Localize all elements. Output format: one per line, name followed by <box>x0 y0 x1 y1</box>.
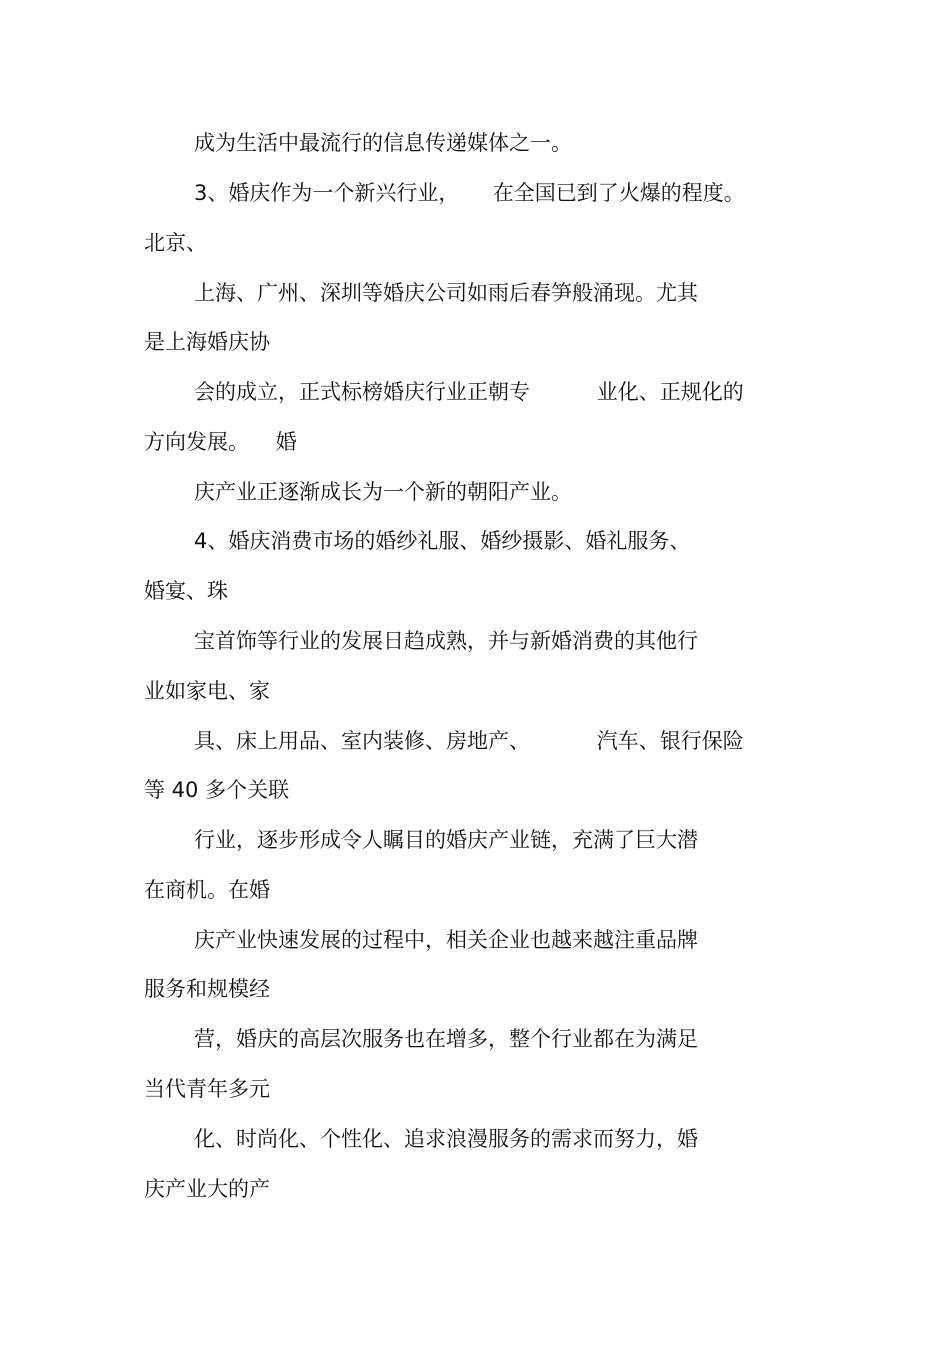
text-line: 在商机。在婚 <box>144 878 270 902</box>
text-line: 业如家电、家 <box>144 679 270 703</box>
text-line: 庆产业正逐渐成长为一个新的朝阳产业。 <box>194 480 572 504</box>
text-line: 3、婚庆作为一个新兴行业， 在全国已到了火爆的程度。 <box>194 181 745 205</box>
text-line: 服务和规模经 <box>144 977 270 1001</box>
text-line: 行业，逐步形成令人瞩目的婚庆产业链，充满了巨大潜 <box>194 828 698 852</box>
text-line: 婚宴、珠 <box>144 579 228 603</box>
text-line: 方向发展。 婚 <box>144 430 297 454</box>
text-line: 北京、 <box>144 231 207 255</box>
text-line: 成为生活中最流行的信息传递媒体之一。 <box>194 131 572 155</box>
text-line: 营，婚庆的高层次服务也在增多，整个行业都在为满足 <box>194 1027 698 1051</box>
text-line: 庆产业快速发展的过程中，相关企业也越来越注重品牌 <box>194 928 698 952</box>
text-line: 化、时尚化、个性化、追求浪漫服务的需求而努力，婚 <box>194 1127 698 1151</box>
text-line: 会的成立，正式标榜婚庆行业正朝专 业化、正规化的 <box>194 380 744 404</box>
text-line: 是上海婚庆协 <box>144 330 270 354</box>
text-line: 等 40 多个关联 <box>144 778 290 802</box>
text-line: 上海、广州、深圳等婚庆公司如雨后春笋般涌现。尤其 <box>194 281 698 305</box>
text-line: 庆产业大的产 <box>144 1177 270 1201</box>
text-line: 具、床上用品、室内装修、房地产、 汽车、银行保险 <box>194 729 744 753</box>
text-line: 宝首饰等行业的发展日趋成熟，并与新婚消费的其他行 <box>194 629 698 653</box>
text-line: 当代青年多元 <box>144 1077 270 1101</box>
text-line: 4、婚庆消费市场的婚纱礼服、婚纱摄影、婚礼服务、 <box>194 529 691 553</box>
